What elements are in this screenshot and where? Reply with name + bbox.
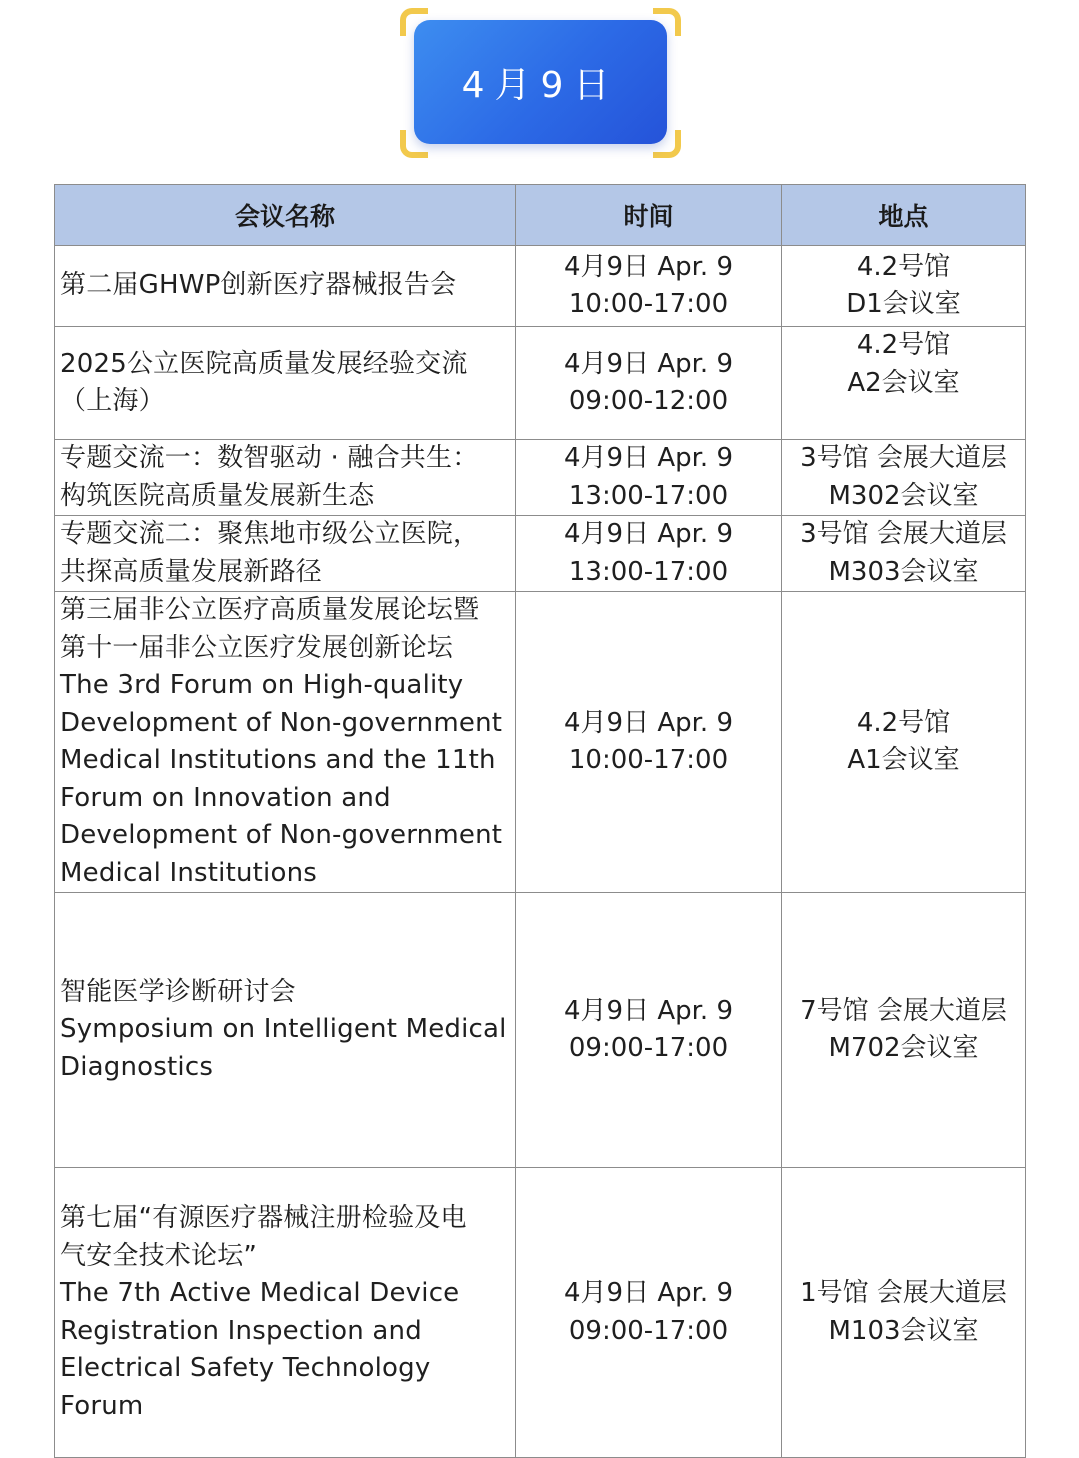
conference-name-line: The 7th Active Medical Device bbox=[60, 1278, 460, 1308]
table-row bbox=[55, 1168, 1026, 1458]
location-line: D1会议室 bbox=[846, 289, 961, 319]
conference-name-line: 专题交流二：聚焦地市级公立医院， bbox=[60, 519, 480, 549]
header-location: 地点 bbox=[782, 185, 1026, 246]
conference-name-cell bbox=[55, 246, 516, 327]
session-time: 13:00-17:00 bbox=[568, 480, 729, 511]
location-line: A2会议室 bbox=[847, 367, 960, 398]
conference-name-line: Medical Institutions and the 11th bbox=[60, 745, 496, 775]
conference-name-line: The 3rd Forum on High-quality bbox=[60, 670, 464, 700]
table-row bbox=[55, 327, 1026, 440]
conference-name-line: 2025公立医院高质量发展经验交流 bbox=[60, 348, 468, 379]
time-cell bbox=[516, 1168, 782, 1458]
date-badge bbox=[414, 20, 667, 144]
location-cell bbox=[782, 440, 1026, 516]
session-time: 10:00-17:00 bbox=[568, 745, 729, 775]
table-row bbox=[55, 246, 1026, 327]
conference-name-line: 气安全技术论坛” bbox=[60, 1240, 258, 1271]
conference-name-line: （上海） bbox=[60, 386, 165, 416]
conference-name-line: Forum bbox=[60, 1390, 144, 1421]
conference-name-line: Development of Non-government bbox=[60, 707, 503, 738]
conference-name-line: Development of Non-government bbox=[60, 820, 503, 850]
conference-name-cell bbox=[55, 1168, 516, 1458]
conference-name-line: 智能医学诊断研讨会 bbox=[60, 976, 296, 1007]
conference-name-line: Forum on Innovation and bbox=[60, 782, 391, 813]
table-row bbox=[55, 893, 1026, 1168]
location-line: 1号馆 会展大道层 bbox=[800, 1278, 1007, 1308]
table-row bbox=[55, 592, 1026, 893]
location-line: 7号馆 会展大道层 bbox=[800, 995, 1007, 1026]
date-badge-frame bbox=[400, 8, 681, 158]
location-line: M303会议室 bbox=[828, 556, 979, 587]
conference-name-cell bbox=[55, 327, 516, 440]
location-line: M702会议室 bbox=[828, 1033, 979, 1063]
conference-name-line: Medical Institutions bbox=[60, 857, 318, 888]
conference-name-line: 第二届GHWP创新医疗器械报告会 bbox=[60, 270, 457, 301]
conference-name-cell bbox=[55, 440, 516, 516]
location-cell bbox=[782, 327, 1026, 440]
table-row bbox=[55, 440, 1026, 516]
location-cell bbox=[782, 246, 1026, 327]
conference-name-line: Registration Inspection and bbox=[60, 1315, 422, 1346]
location-line: 3号馆 会展大道层 bbox=[800, 519, 1007, 549]
table-header-row bbox=[55, 185, 1026, 246]
time-cell bbox=[516, 246, 782, 327]
conference-name-cell bbox=[55, 592, 516, 893]
location-line: 4.2号馆 bbox=[856, 330, 951, 360]
location-line: A1会议室 bbox=[847, 745, 960, 775]
session-date: 4月9日 Apr. 9 bbox=[563, 1278, 733, 1308]
session-time: 13:00-17:00 bbox=[568, 556, 729, 587]
conference-name-line: 第三届非公立医疗高质量发展论坛暨 bbox=[60, 595, 480, 625]
time-cell bbox=[516, 592, 782, 893]
conference-name-line: 第十一届非公立医疗发展创新论坛 bbox=[60, 632, 454, 663]
conference-name-line: 第七届“有源医疗器械注册检验及电 bbox=[60, 1203, 467, 1233]
time-cell bbox=[516, 440, 782, 516]
conference-name-line: 专题交流一：数智驱动 · 融合共生： bbox=[60, 443, 479, 473]
session-date: 4月9日 Apr. 9 bbox=[563, 251, 733, 282]
location-cell bbox=[782, 516, 1026, 592]
location-line: 4.2号馆 bbox=[856, 707, 951, 738]
session-time: 10:00-17:00 bbox=[568, 289, 729, 319]
session-time: 09:00-12:00 bbox=[568, 386, 729, 416]
table-row bbox=[55, 516, 1026, 592]
conference-name-cell bbox=[55, 893, 516, 1168]
session-date: 4月9日 Apr. 9 bbox=[563, 995, 733, 1026]
session-date: 4月9日 Apr. 9 bbox=[563, 707, 733, 738]
conference-name-line: Diagnostics bbox=[60, 1051, 214, 1082]
location-cell bbox=[782, 1168, 1026, 1458]
session-date: 4月9日 Apr. 9 bbox=[563, 519, 733, 549]
time-cell bbox=[516, 516, 782, 592]
location-line: M103会议室 bbox=[828, 1315, 979, 1346]
location-line: M302会议室 bbox=[828, 480, 979, 511]
table-header bbox=[55, 185, 1026, 246]
conference-name-line: 共探高质量发展新路径 bbox=[60, 556, 323, 587]
header-conference-name: 会议名称 bbox=[55, 185, 516, 246]
conference-name-cell bbox=[55, 516, 516, 592]
session-date: 4月9日 Apr. 9 bbox=[563, 443, 733, 473]
table-body bbox=[55, 246, 1026, 1458]
location-line: 4.2号馆 bbox=[856, 251, 951, 282]
time-cell bbox=[516, 893, 782, 1168]
location-cell bbox=[782, 893, 1026, 1168]
session-time: 09:00-17:00 bbox=[568, 1315, 729, 1346]
header-time: 时间 bbox=[516, 185, 782, 246]
conference-schedule-table bbox=[54, 184, 1026, 1458]
time-cell bbox=[516, 327, 782, 440]
conference-name-line: Electrical Safety Technology bbox=[60, 1353, 431, 1383]
session-time: 09:00-17:00 bbox=[568, 1033, 729, 1063]
conference-name-line: Symposium on Intelligent Medical bbox=[60, 1014, 507, 1045]
session-date: 4月9日 Apr. 9 bbox=[563, 348, 733, 379]
location-line: 3号馆 会展大道层 bbox=[800, 443, 1007, 473]
conference-name-line: 构筑医院高质量发展新生态 bbox=[60, 480, 375, 511]
location-cell bbox=[782, 592, 1026, 893]
date-badge-text: 4月9日 bbox=[461, 64, 620, 106]
